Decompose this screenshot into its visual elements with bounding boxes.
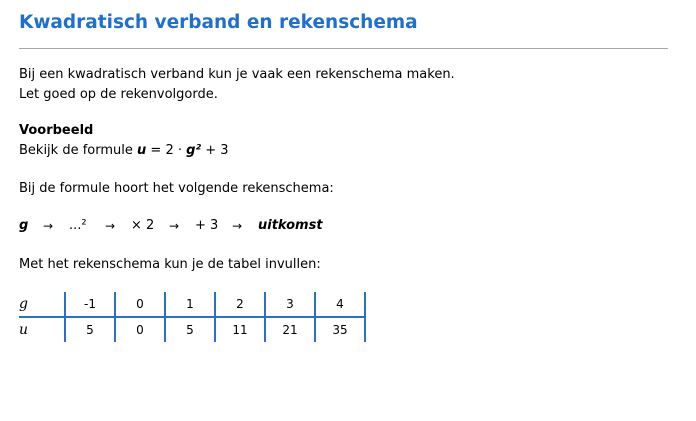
arrow-icon: →: [232, 219, 243, 233]
arrow-icon: →: [105, 219, 116, 233]
intro-line-1: Bij een kwadratisch verband kun je vaak een rekenschema maken.: [19, 67, 455, 82]
table-cell: 35: [315, 317, 365, 342]
table-cell: 21: [265, 317, 315, 342]
table-row-g: [19, 292, 365, 317]
example-heading: Voorbeeld: [19, 123, 94, 138]
row-label-g: g: [19, 292, 65, 317]
table-cell: 2: [215, 292, 265, 317]
arrow-icon: →: [169, 219, 180, 233]
table-row-u: [19, 317, 365, 342]
formula-line: [19, 143, 229, 159]
table-cell: 1: [165, 292, 215, 317]
schema-start-g: g: [19, 218, 29, 233]
table-cell: 4: [315, 292, 365, 317]
formula-variable-u: u: [137, 143, 147, 158]
intro-line-2: Let goed op de rekenvolgorde.: [19, 87, 218, 102]
table-cell: 0: [115, 317, 165, 342]
schema-step-plus-three: + 3: [195, 218, 219, 233]
table-intro: Met het rekenschema kun je de tabel invullen:: [19, 257, 321, 272]
title-divider: [19, 48, 668, 49]
value-table: [19, 292, 366, 342]
arrow-icon: →: [43, 219, 54, 233]
schema-step-square: ...²: [69, 218, 87, 233]
schema-step-times-two: × 2: [131, 218, 155, 233]
formula-variable-g-squared: g²: [186, 143, 202, 158]
row-label-u: u: [19, 322, 29, 338]
table-cell: 3: [265, 292, 315, 317]
schema-intro: Bij de formule hoort het volgende rekenschema:: [19, 181, 334, 196]
formula-prefix: Bekijk de formule: [19, 143, 138, 158]
schema-end-uitkomst: uitkomst: [258, 218, 323, 233]
table-cell: 0: [115, 292, 165, 317]
formula-suffix: + 3: [201, 143, 229, 158]
rekenschema: [19, 218, 419, 234]
formula-middle: = 2 ·: [146, 143, 187, 158]
table-cell: -1: [65, 292, 115, 317]
table-cell: 11: [215, 317, 265, 342]
table-cell: 5: [65, 317, 115, 342]
page-title: Kwadratisch verband en rekenschema: [19, 12, 418, 33]
table-cell: 5: [165, 317, 215, 342]
